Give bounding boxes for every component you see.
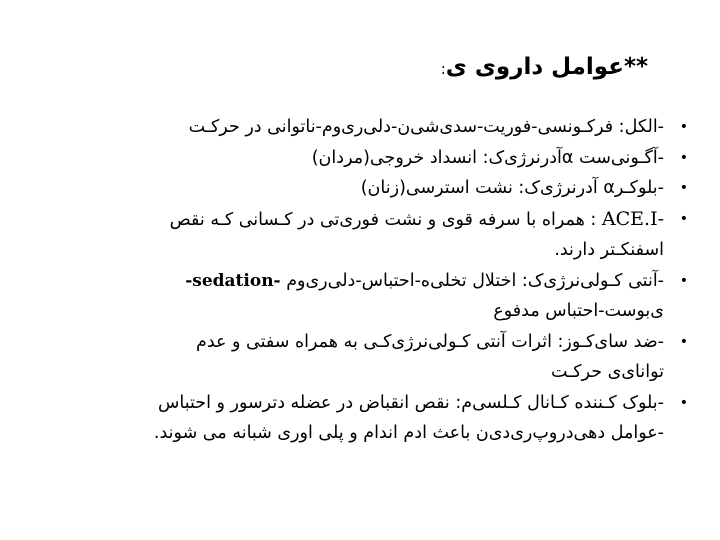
- slide-title: [68, 50, 648, 86]
- ace-inhibitor-label: ACE.I-: [601, 207, 664, 230]
- bullet-alcohol: [52, 112, 692, 143]
- bullet-dot: •: [679, 149, 688, 166]
- bullet-line: -عوامل دهی‌دروپ‌ری‌دی‌ن باعث ادم اندام و پلی اوری شبانه می شوند.: [153, 423, 664, 443]
- bullet-alpha-blocker: [52, 173, 692, 204]
- bullet-antipsychotic: [52, 327, 692, 388]
- title-text: عوامل داروی ی: [445, 54, 624, 80]
- bullet-line: -بلوکـرα آدرنرژی‌ک: نشت استرسی(زنان): [360, 178, 664, 198]
- bullet-anticholinergic: [52, 266, 692, 327]
- bullet-calcium-channel-blocker: [52, 388, 692, 449]
- bullet-dot: •: [679, 394, 688, 411]
- bullet-line: توانای‌ی حرکـت: [550, 362, 664, 382]
- title-stars: **: [623, 54, 648, 80]
- bullet-dot: •: [679, 210, 688, 227]
- bullet-alpha-agonist: [52, 143, 692, 174]
- title-colon: :: [440, 60, 446, 78]
- bullet-line: -ضد سای‌کـوز: اثرات آنتی کـولی‌نرژی‌کـی به همراه سفتی و عدم: [195, 331, 664, 352]
- bullet-dot: •: [679, 333, 688, 350]
- bullet-line: اسفنکـتر دارند.: [554, 240, 664, 260]
- bullet-line-text: -آنتی کـولی‌نرژی‌ک: اختلال تخلی‌ه-احتباس-دلی‌ری‌وم: [286, 270, 664, 291]
- bullet-dot: •: [679, 119, 688, 135]
- bullet-line: -الکل: فرکـونسی-فوریت-سدی‌شی‌ن-دلی‌ری‌وم-ناتوانی در حرکـت: [188, 117, 664, 137]
- bullet-line: [52, 204, 664, 236]
- bullet-dot: •: [679, 272, 688, 289]
- sedation-label: -sedation-: [185, 270, 281, 291]
- bullet-ace-inhibitor: [52, 204, 692, 266]
- bullet-line: -آگـونی‌ست αآدرنرژی‌ک: انسداد خروجی(مردان): [311, 147, 664, 168]
- bullet-line: [52, 266, 664, 297]
- bullet-line-text: : همراه با سرفه قوی و نشت فوری‌تی در کـسانی کـه نقص: [169, 209, 597, 230]
- bullet-line: -بلوک کـننده کـانال کـلسی‌م: نقص انقباض در عضله دترسور و احتباس: [158, 392, 664, 413]
- bullet-line: ی‌بوست-احتباس مدفوع: [493, 301, 664, 321]
- bullet-list: [52, 112, 692, 449]
- bullet-dot: •: [679, 180, 688, 196]
